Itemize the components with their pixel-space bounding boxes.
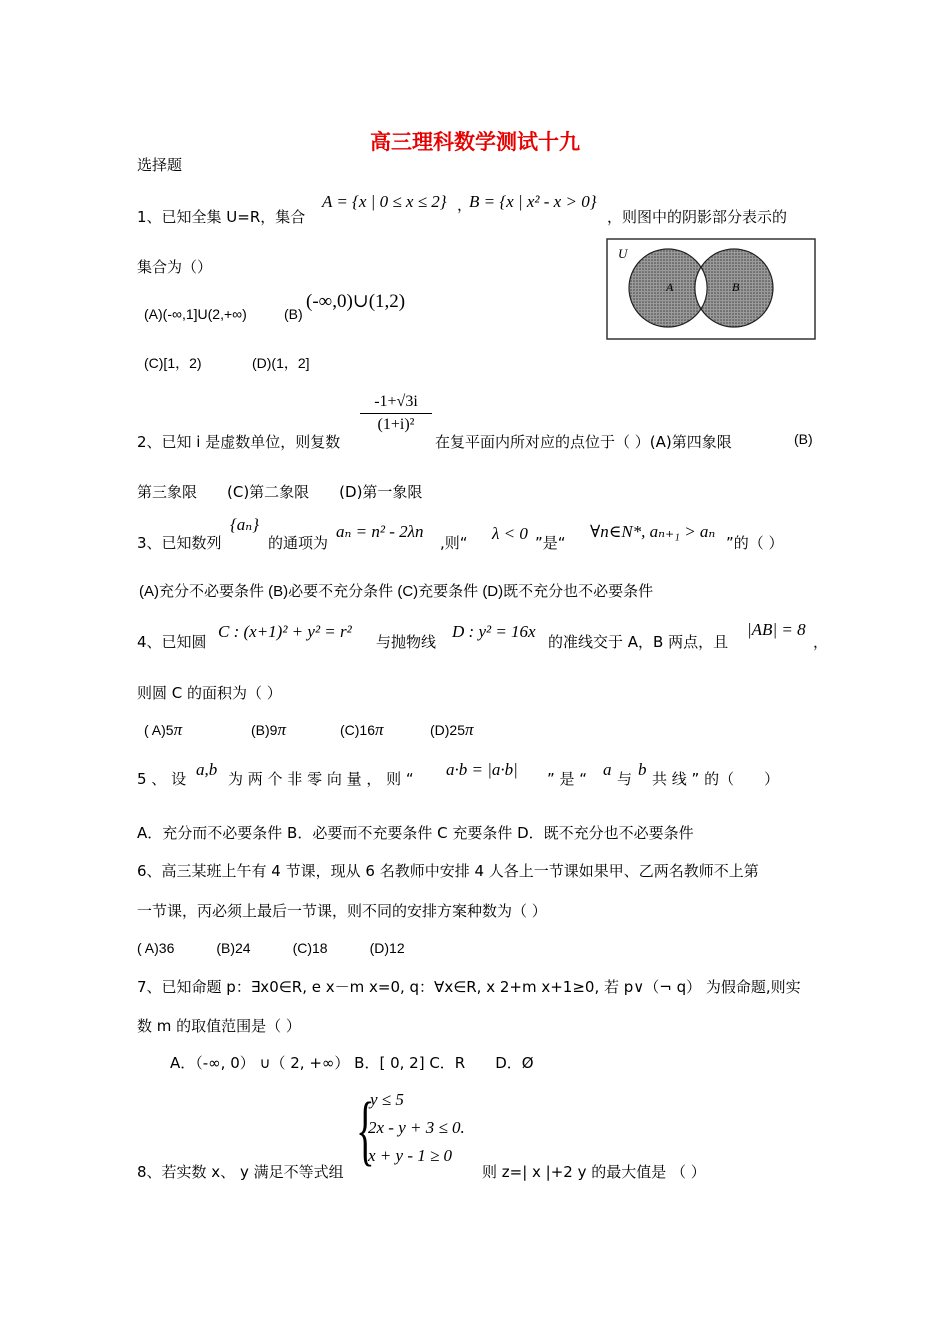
brace-icon: { [356,1086,375,1173]
q5-end: 共 线 ” 的（ ） [652,770,780,788]
q1-suffix: ，则图中的阴影部分表示的 [607,208,788,226]
q2-numerator: -1+√3i [374,393,418,410]
q1-option-d: (D)(1，2] [252,355,310,371]
q4-option-a: ( A)5π [144,720,183,739]
q4-ab: |AB| = 8 [747,620,806,639]
q3-end: ”的（ ） [726,534,784,552]
q6-line2: 一节课，丙必须上最后一节课，则不同的安排方案种数为（ ） [137,902,547,920]
q7-line1: 7、已知命题 p：∃x0∈R, e x－m x=0, q：∀x∈R, x 2+m x+1≥0, 若 p∨（¬ q） 为假命题,则实 [137,978,801,996]
q2-prefix: 2、已知 i 是虚数单位，则复数 [137,433,341,451]
q5-mid2: ” 是 “ [547,770,588,788]
q5-mid3: 与 [617,770,633,788]
q4-option-d: (D)25π [430,720,474,739]
q8-ineq2: 2x - y + 3 ≤ 0. [368,1118,465,1137]
venn-diagram [606,238,816,340]
q2-line2: 第三象限 (C)第二象限 (D)第一象限 [137,483,423,501]
q2-option-b-label: (B) [794,431,813,447]
q1-comma: ， [457,196,473,214]
q8-suffix: 则 z=| x |+2 y 的最大值是 （ ） [482,1163,706,1181]
q4-comma: ， [813,633,829,651]
q5-var-a: a [603,760,612,779]
q1-option-a: (A)(-∞,1]U(2,+∞) [144,306,247,322]
q5-vars: a,b [196,760,218,779]
q5-mid1: 为 两 个 非 零 向 量 ， 则 “ [228,770,414,788]
q4-line2: 则圆 C 的面积为（ ） [137,684,282,702]
q4-mid2: 的准线交于 A，B 两点，且 [548,633,729,651]
q5-condition: a·b = |a·b| [446,760,518,779]
venn-u-label: U [618,246,628,261]
q3-cond1: λ < 0 [492,524,528,543]
q3-cond2: ∀n∈N*, aₙ₊₁ > aₙ [590,522,716,541]
q2-denominator: (1+i)² [377,416,415,433]
section-heading: 选择题 [137,156,183,174]
q4-prefix: 4、已知圆 [137,633,207,651]
q1-option-b-math: (-∞,0)∪(1,2) [306,291,406,312]
q3-mid3: ”是“ [535,534,566,552]
q1-set-a: A = {x | 0 ≤ x ≤ 2} [322,192,447,211]
q2-fraction [360,393,432,434]
q7-line2: 数 m 的取值范围是（ ） [137,1017,301,1035]
q3-prefix: 3、已知数列 [137,534,222,552]
q3-mid2: ,则“ [440,534,468,552]
q1-line2: 集合为（） [137,258,213,276]
q4-parabola: D : y² = 16x [452,622,536,641]
q3-sequence: {aₙ} [230,515,259,534]
q1-option-b-label: (B) [284,306,303,322]
q5-prefix: 5 、 设 [137,770,187,788]
q6-options: ( A)36 (B)24 (C)18 (D)12 [137,940,405,956]
q1-option-c: (C)[1，2) [144,355,202,371]
q1-set-b: B = {x | x² - x > 0} [469,192,597,211]
q3-formula: aₙ = n² - 2λn [336,522,424,541]
q4-circle: C : (x+1)² + y² = r² [218,622,352,641]
q8-prefix: 8、若实数 x、 y 满足不等式组 [137,1163,344,1181]
q8-ineq3: x + y - 1 ≥ 0 [368,1146,453,1165]
venn-b-label: B [732,280,740,294]
q4-option-b: (B)9π [251,720,286,739]
q1-prefix: 1、已知全集 U=R，集合 [137,208,306,226]
q7-options: A．（-∞, 0） ∪（ 2, +∞） B．[ 0, 2] C．R D．Ø [170,1054,534,1072]
q5-options: A．充分而不必要条件 B．必要而不充要条件 C 充要条件 D．既不充分也不必要条件 [137,824,694,842]
q4-option-c: (C)16π [340,720,384,739]
q3-options: (A)充分不必要条件 (B)必要不充分条件 (C)充要条件 (D)既不充分也不必要条件 [139,583,654,600]
q2-suffix: 在复平面内所对应的点位于（ ）(A)第四象限 [435,433,732,451]
q3-mid1: 的通项为 [268,534,329,552]
q4-mid1: 与抛物线 [376,633,437,651]
page-title: 高三理科数学测试十九 [370,130,580,154]
q5-var-b: b [638,760,647,779]
q6-line1: 6、高三某班上午有 4 节课，现从 6 名教师中安排 4 人各上一节课如果甲、乙两名教师不上第 [137,862,759,880]
venn-a-label: A [666,280,674,294]
q8-ineq1: y ≤ 5 [370,1090,404,1109]
q8-inequality-system [356,1086,486,1173]
